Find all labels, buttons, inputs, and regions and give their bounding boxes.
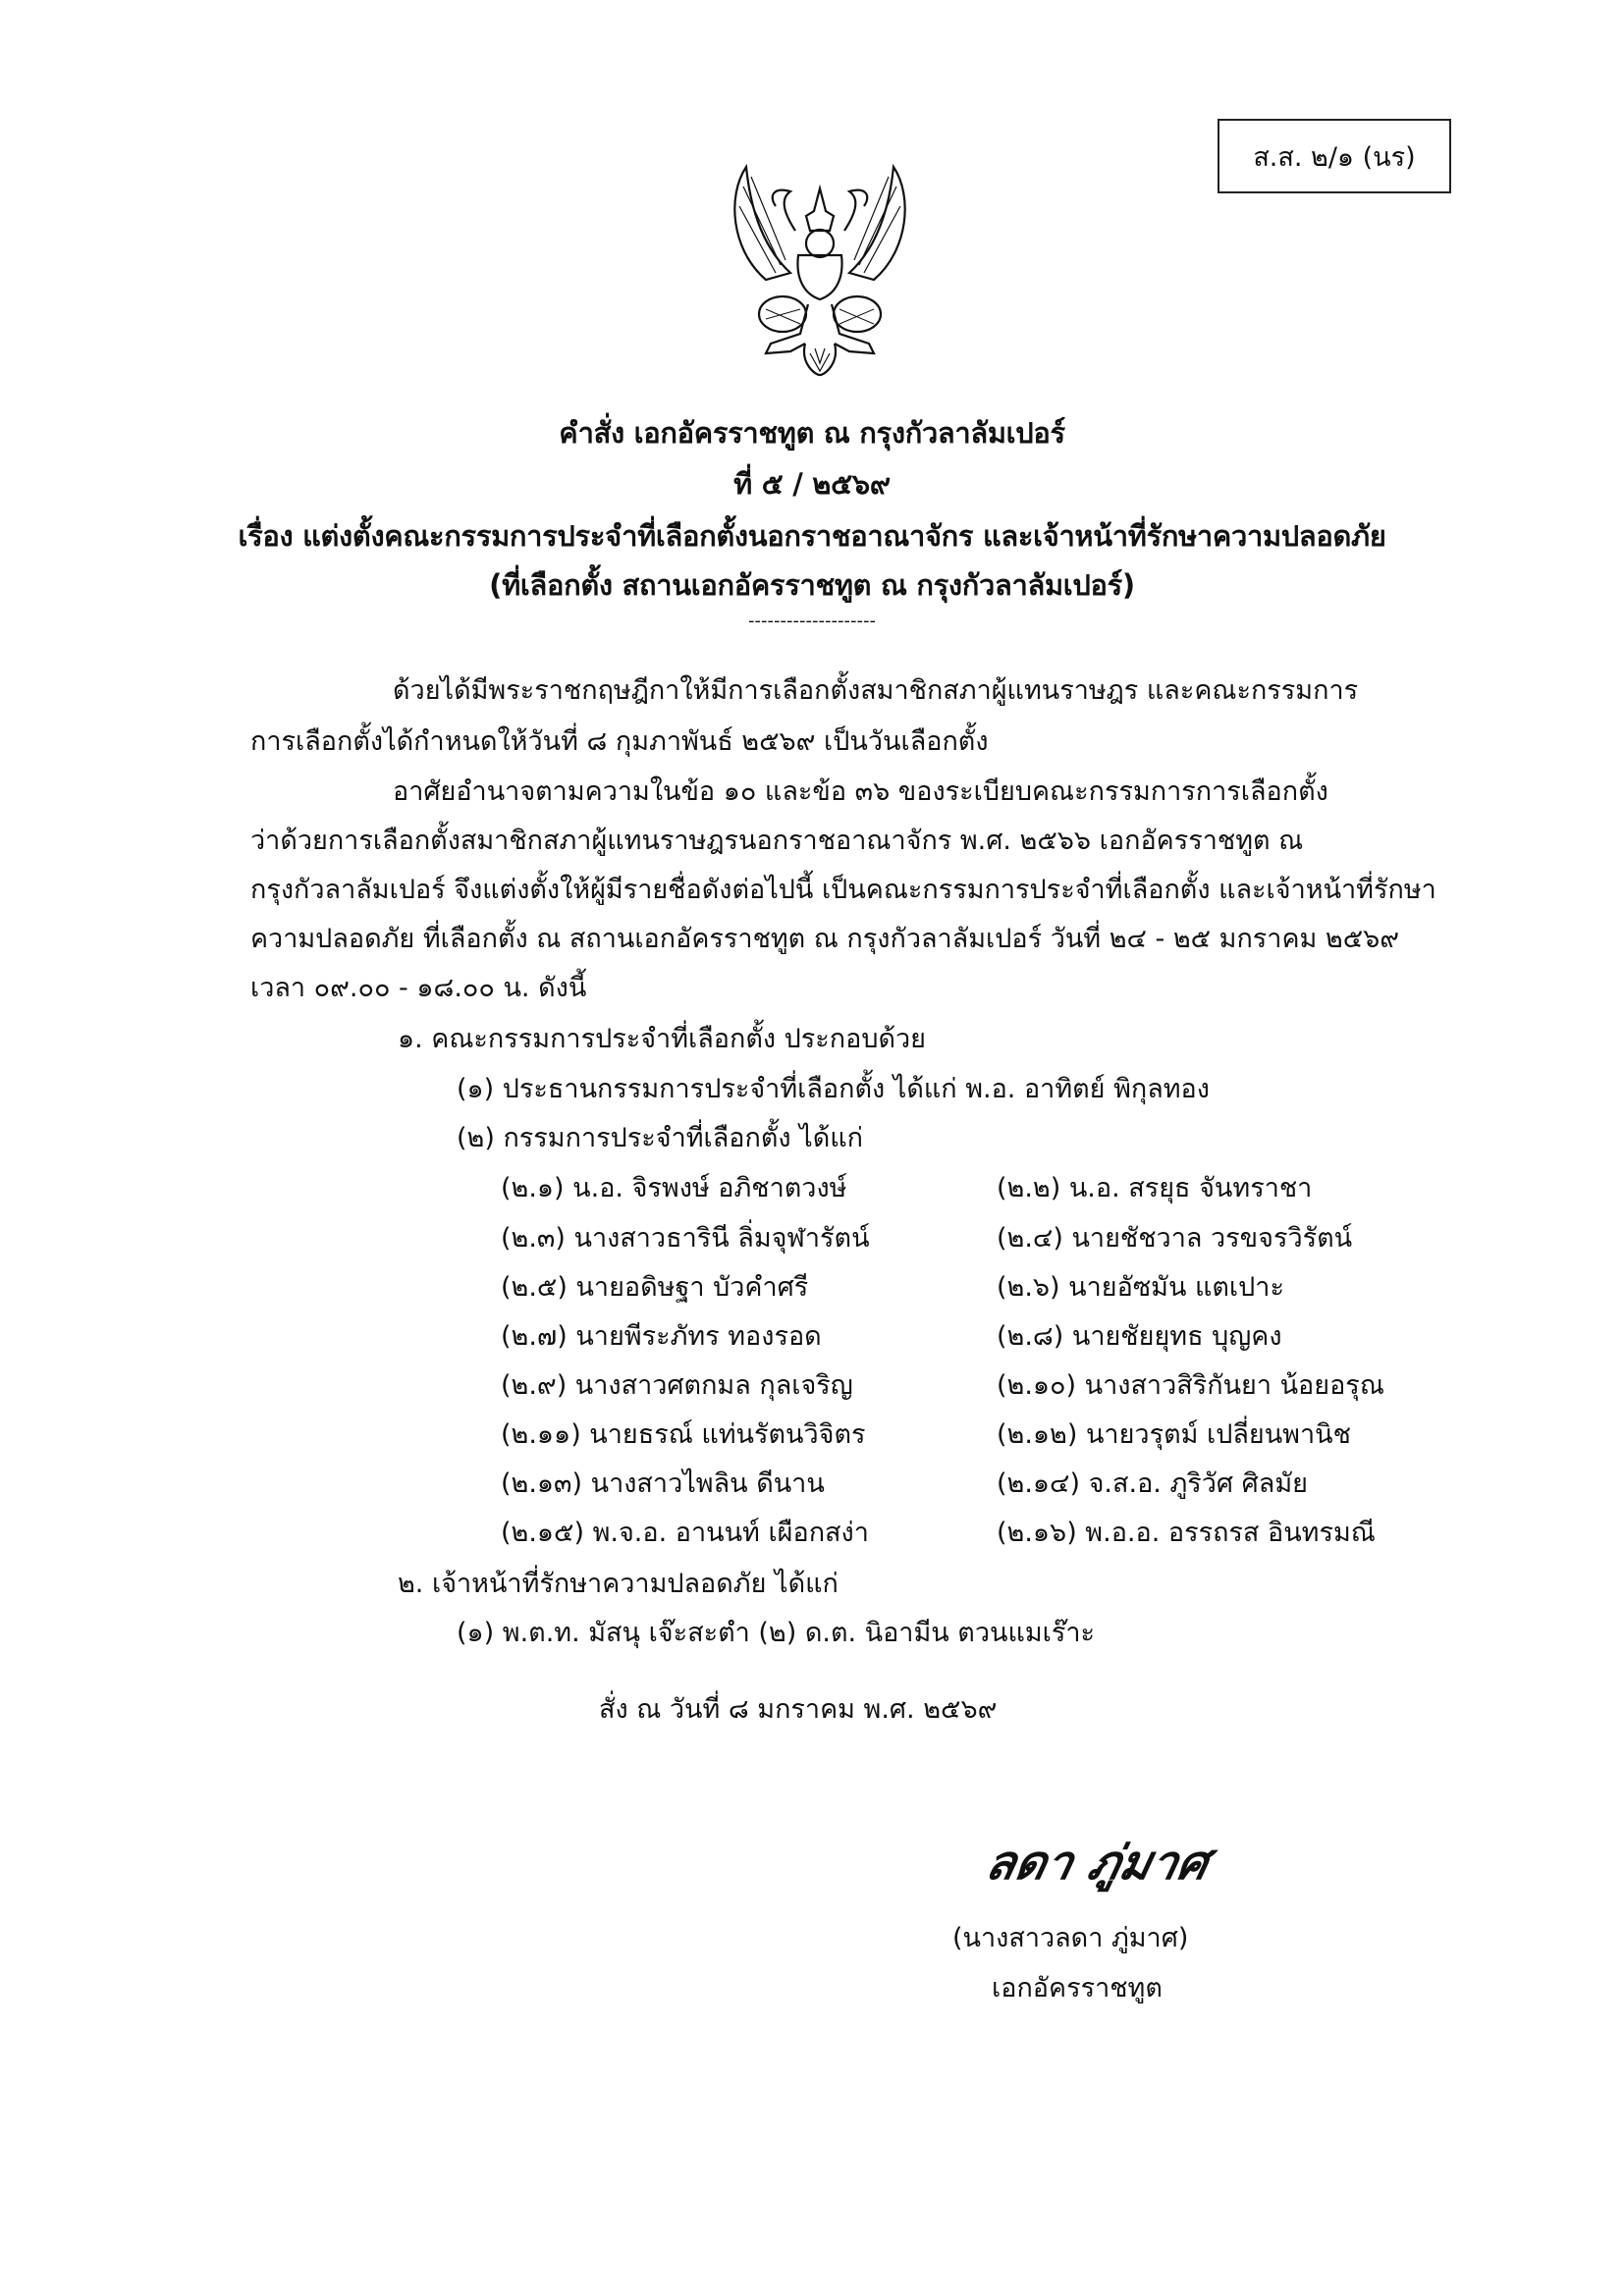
member-entry: (๒.๑๖) พ.อ.อ. อรรถรส อินทรมณี (997, 1518, 1376, 1548)
member-entry: (๒.๑๒) นายวรุตม์ เปลี่ยนพานิช (997, 1419, 1351, 1450)
order-number: ที่ ๕ / ๒๕๖๙ (733, 467, 891, 501)
members-heading: (๒) กรรมการประจำที่เลือกตั้ง ได้แก่ (457, 1123, 864, 1153)
reference-code: ส.ส. ๒/๑ (นร) (1253, 141, 1416, 173)
signatory-position: เอกอัครราชทูต (992, 1973, 1163, 2003)
member-entry: (๒.๑) น.อ. จิรพงษ์ อภิชาตวงษ์ (501, 1173, 847, 1203)
member-entry: (๒.๘) นายชัยยุทธ บุญคง (997, 1321, 1282, 1352)
body-paragraph-line: ว่าด้วยการเลือกตั้งสมาชิกสภาผู้แทนราษฎรนอกราชอาณาจักร พ.ศ. ๒๕๖๖ เอกอัครราชทูต ณ (250, 826, 1304, 856)
member-entry: (๒.๑๐) นางสาวสิริกันยา น้อยอรุณ (997, 1370, 1384, 1401)
order-title: คำสั่ง เอกอัครราชทูต ณ กรุงกัวลาลัมเปอร์ (559, 416, 1065, 450)
body-paragraph-line: ความปลอดภัย ที่เลือกตั้ง ณ สถานเอกอัครราชทูต ณ กรุงกัวลาลัมเปอร์ วันที่ ๒๔ - ๒๕ มกราคม ๒๕๖๙ (250, 924, 1400, 954)
body-paragraph-line: กรุงกัวลาลัมเปอร์ จึงแต่งตั้งให้ผู้มีรายชื่อดังต่อไปนี้ เป็นคณะกรรมการประจำที่เลือกตั้ง และเจ้าหน้าที่รักษา (250, 875, 1436, 905)
member-entry: (๒.๗) นายพีระภัทร ทองรอด (501, 1321, 822, 1352)
member-entry: (๒.๙) นางสาวศตกมล กุลเจริญ (501, 1370, 853, 1401)
section2-heading: ๒. เจ้าหน้าที่รักษาความปลอดภัย ได้แก่ (398, 1569, 839, 1599)
member-entry: (๒.๑๑) นายธรณ์ แท่นรัตนวิจิตร (501, 1419, 866, 1450)
body-paragraph-line: ด้วยได้มีพระราชกฤษฎีกาให้มีการเลือกตั้งสมาชิกสภาผู้แทนราษฎร และคณะกรรมการ (393, 675, 1359, 706)
member-entry: (๒.๒) น.อ. สรยุธ จันทราชา (997, 1173, 1313, 1203)
chair-item: (๑) ประธานกรรมการประจำที่เลือกตั้ง ได้แก่ พ.อ. อาทิตย์ พิกุลทอง (457, 1074, 1210, 1104)
member-entry: (๒.๔) นายชัชวาล วรขจรวิรัตน์ (997, 1223, 1353, 1254)
issued-date: สั่ง ณ วันที่ ๘ มกราคม พ.ศ. ๒๕๖๙ (599, 1694, 998, 1725)
member-entry: (๒.๑๓) นางสาวไพลิน ดีนาน (501, 1468, 825, 1499)
member-entry: (๒.๖) นายอัซมัน แตเปาะ (997, 1272, 1284, 1303)
signatory-name: (นางสาวลดา ภู่มาศ) (952, 1923, 1189, 1953)
signature-image: ลดา ภู่มาศ (981, 1836, 1214, 1891)
garuda-emblem-icon (722, 157, 918, 378)
body-paragraph-line: อาศัยอำนาจตามความในข้อ ๑๐ และข้อ ๓๖ ของระเบียบคณะกรรมการการเลือกตั้ง (393, 776, 1328, 807)
security-officers: (๑) พ.ต.ท. มัสนุ เจ๊ะสะตำ (๒) ด.ต. นิอามีน ตวนแมเร๊าะ (457, 1618, 1096, 1648)
member-entry: (๒.๑๕) พ.จ.อ. อานนท์ เผือกสง่า (501, 1518, 869, 1548)
header-divider: -------------------- (748, 611, 876, 631)
body-paragraph-line: เวลา ๐๙.๐๐ - ๑๘.๐๐ น. ดังนี้ (250, 973, 587, 1003)
member-entry: (๒.๑๔) จ.ส.อ. ภูริวัศ ศิลมัย (997, 1468, 1308, 1499)
body-paragraph-line: การเลือกตั้งได้กำหนดให้วันที่ ๘ กุมภาพันธ์ ๒๕๖๙ เป็นวันเลือกตั้ง (250, 726, 989, 757)
order-subject: เรื่อง แต่งตั้งคณะกรรมการประจำที่เลือกตั้งนอกราชอาณาจักร และเจ้าหน้าที่รักษาความปลอดภัย (238, 519, 1386, 553)
member-entry: (๒.๕) นายอดิษฐา บัวคำศรี (501, 1272, 809, 1303)
section1-heading: ๑. คณะกรรมการประจำที่เลือกตั้ง ประกอบด้วย (398, 1024, 926, 1054)
member-entry: (๒.๓) นางสาวธารินี ลิ่มจุฬารัตน์ (501, 1223, 870, 1254)
reference-box (1218, 119, 1451, 193)
order-subject-location: (ที่เลือกตั้ง สถานเอกอัครราชทูต ณ กรุงกัวลาลัมเปอร์) (489, 568, 1135, 602)
